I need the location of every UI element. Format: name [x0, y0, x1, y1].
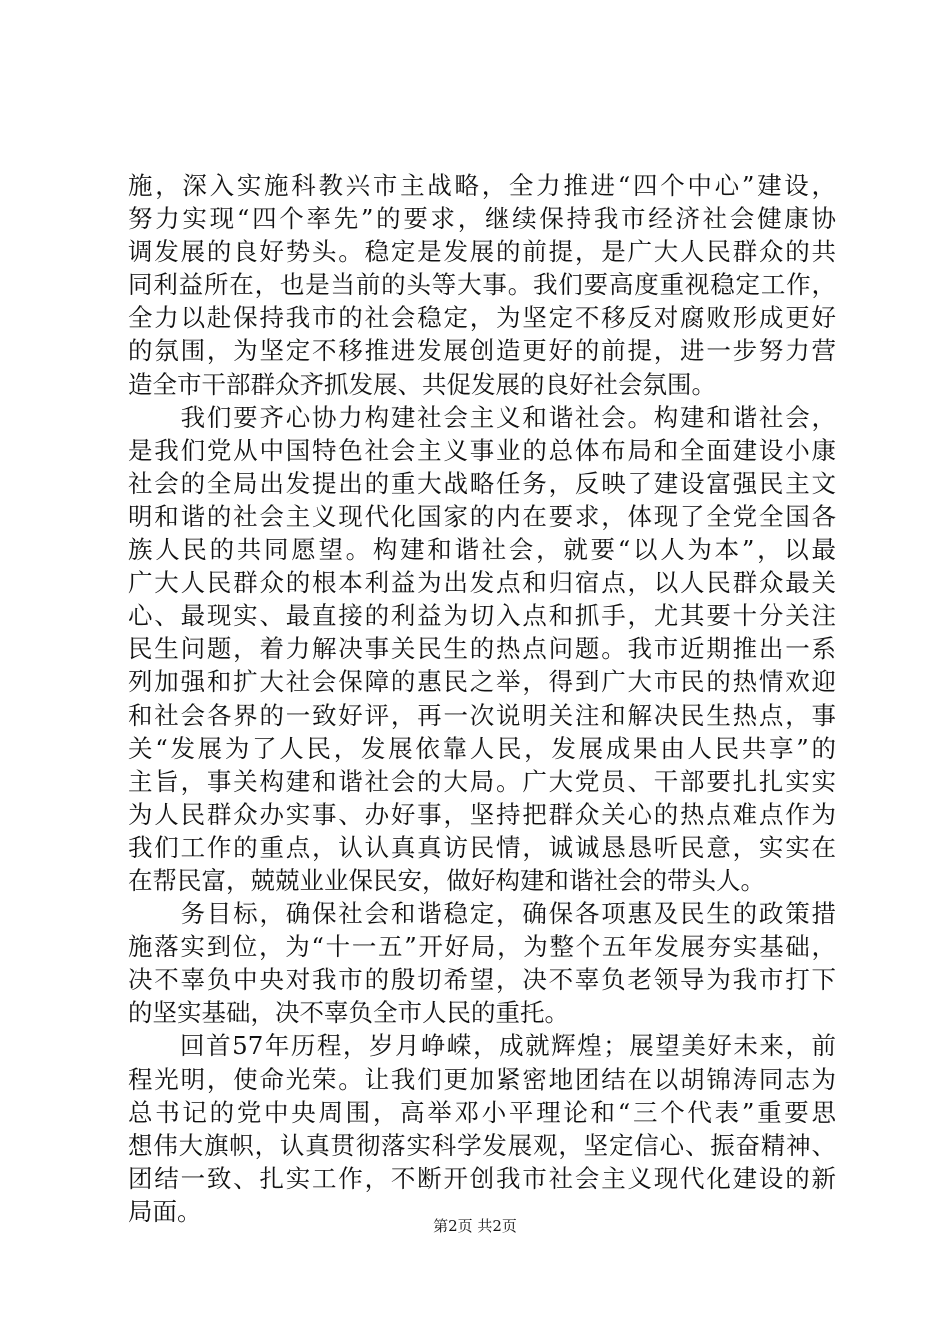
text-line: 努力实现“四个率先”的要求，继续保持我市经济社会健康协	[128, 204, 836, 234]
text-line: 同利益所在，也是当前的头等大事。我们要高度重视稳定工作，	[128, 270, 836, 300]
text-line: 明和谐的社会主义现代化国家的内在要求，体现了全党全国各	[128, 501, 836, 531]
text-line: 广大人民群众的根本利益为出发点和归宿点，以人民群众最关	[128, 568, 836, 598]
text-line: 关“发展为了人民，发展依靠人民，发展成果由人民共享”的	[128, 733, 836, 763]
text-line: 务目标，确保社会和谐稳定，确保各项惠及民生的政策措	[128, 899, 836, 929]
text-line: 我们要齐心协力构建社会主义和谐社会。构建和谐社会，	[128, 402, 836, 432]
text-line: 和社会各界的一致好评，再一次说明关注和解决民生热点，事	[128, 700, 836, 730]
text-line: 回首57年历程，岁月峥嵘，成就辉煌；展望美好未来，前	[128, 1031, 836, 1061]
text-line: 团结一致、扎实工作，不断开创我市社会主义现代化建设的新	[128, 1163, 836, 1193]
text-line: 施落实到位，为“十一五”开好局，为整个五年发展夯实基础，	[128, 932, 836, 962]
text-line: 全力以赴保持我市的社会稳定，为坚定不移反对腐败形成更好	[128, 303, 836, 333]
text-line: 造全市干部群众齐抓发展、共促发展的良好社会氛围。	[128, 369, 716, 399]
text-line: 在帮民富，兢兢业业保民安，做好构建和谐社会的带头人。	[128, 865, 765, 895]
text-line: 施，深入实施科教兴市主战略，全力推进“四个中心”建设，	[128, 171, 836, 200]
text-line: 总书记的党中央周围，高举邓小平理论和“三个代表”重要思	[128, 1097, 836, 1127]
text-line: 程光明，使命光荣。让我们更加紧密地团结在以胡锦涛同志为	[128, 1064, 836, 1094]
text-line: 社会的全局出发提出的重大战略任务，反映了建设富强民主文	[128, 468, 836, 498]
text-line: 想伟大旗帜，认真贯彻落实科学发展观，坚定信心、振奋精神、	[128, 1130, 836, 1160]
text-line: 心、最现实、最直接的利益为切入点和抓手，尤其要十分关注	[128, 601, 836, 631]
text-line: 局面。	[128, 1196, 202, 1226]
document-body	[128, 169, 836, 1228]
text-line: 是我们党从中国特色社会主义事业的总体布局和全面建设小康	[128, 435, 836, 465]
page-footer: 第2页 共2页	[433, 1217, 517, 1235]
text-line: 民生问题，着力解决事关民生的热点问题。我市近期推出一系	[128, 634, 836, 664]
text-line: 主旨，事关构建和谐社会的大局。广大党员、干部要扎扎实实	[128, 766, 836, 796]
text-line: 列加强和扩大社会保障的惠民之举，得到广大市民的热情欢迎	[128, 667, 836, 697]
text-line: 我们工作的重点，认认真真访民情，诚诚恳恳听民意，实实在	[128, 832, 836, 862]
text-line: 调发展的良好势头。稳定是发展的前提，是广大人民群众的共	[128, 237, 836, 267]
text-line: 为人民群众办实事、办好事，坚持把群众关心的热点难点作为	[128, 799, 836, 829]
text-line: 决不辜负中央对我市的殷切希望，决不辜负老领导为我市打下	[128, 965, 836, 995]
text-line: 族人民的共同愿望。构建和谐社会，就要“以人为本”，以最	[128, 535, 836, 565]
text-line: 的氛围，为坚定不移推进发展创造更好的前提，进一步努力营	[128, 336, 836, 366]
text-line: 的坚实基础，决不辜负全市人民的重托。	[128, 998, 569, 1028]
